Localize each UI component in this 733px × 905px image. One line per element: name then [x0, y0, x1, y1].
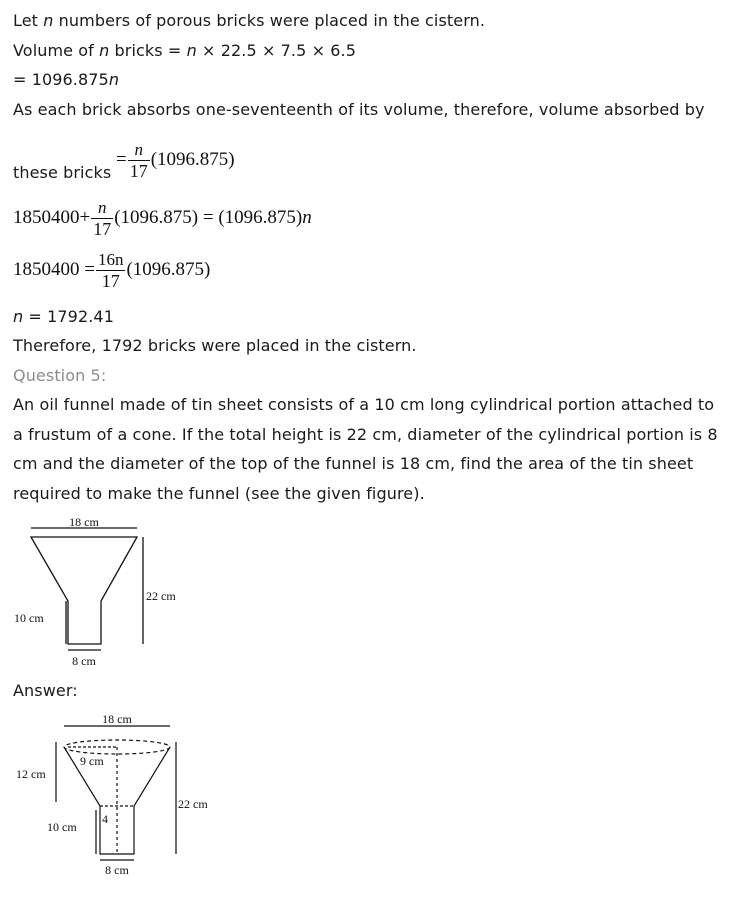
- line-let-n: Let n numbers of porous bricks were placed in the cistern.: [13, 11, 486, 30]
- line-these-bricks: these bricks: [13, 163, 112, 182]
- label-height: 22 cm: [178, 797, 208, 811]
- label-height: 22 cm: [146, 589, 176, 603]
- line-therefore: Therefore, 1792 bricks were placed in the cistern.: [13, 336, 417, 355]
- question-text: An oil funnel made of tin sheet consists of a 10 cm long cylindrical portion attached to a frustum of a cone. If the total height is 22 cm, diameter of the cylindrical portion is 8 cm and the diameter of the top of the funnel is 18 cm, find the area of the tin sheet required to make the funnel (see the given figure).: [13, 395, 718, 503]
- equation-absorbed-volume: = $\frac{n}{17}$ (1096.875): [116, 140, 235, 181]
- funnel-answer-figure: [10, 710, 230, 880]
- line-volume: Volume of n bricks = n × 22.5 × 7.5 × 6.5: [13, 41, 357, 60]
- equation-balance: 1850400+ $\frac{n}{17}$ (1096.875) = (1096.875)n: [13, 198, 312, 239]
- label-radius: 9 cm: [80, 754, 104, 768]
- label-bottom: 8 cm: [72, 654, 96, 668]
- label-small-radius: 4: [102, 812, 108, 826]
- answer-label: Answer:: [13, 681, 78, 700]
- line-volume-result: = 1096.875n: [13, 70, 120, 89]
- label-top: 18 cm: [69, 515, 99, 529]
- label-bottom: 8 cm: [105, 863, 129, 877]
- equation-solve: 1850400 = $\frac{16n}{17}$ (1096.875): [13, 250, 211, 291]
- line-n-result: n = 1792.41: [13, 307, 114, 326]
- question-heading: Question 5:: [13, 366, 107, 385]
- funnel-figure: [10, 510, 200, 672]
- line-absorbs: As each brick absorbs one-seventeenth of its volume, therefore, volume absorbed by: [13, 100, 705, 119]
- funnel-outline: [31, 537, 137, 644]
- label-top: 18 cm: [102, 712, 132, 726]
- label-cyl: 10 cm: [47, 820, 77, 834]
- label-frustum: 12 cm: [16, 767, 46, 781]
- label-cyl: 10 cm: [14, 611, 44, 625]
